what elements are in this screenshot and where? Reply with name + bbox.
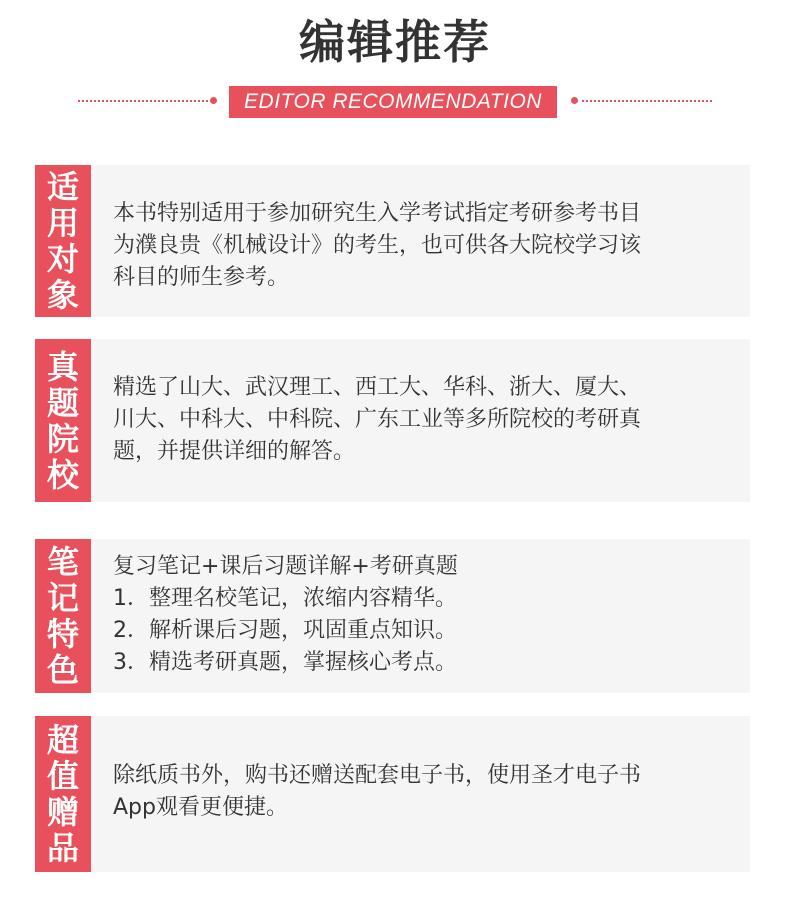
subtitle-label: EDITOR RECOMMENDATION bbox=[229, 86, 557, 118]
card-tag bbox=[35, 339, 91, 502]
card-tag bbox=[35, 165, 91, 317]
left-dotted-divider bbox=[78, 100, 208, 102]
card-tag-label: 适用对象 bbox=[46, 168, 79, 314]
card-body-text: 复习笔记+课后习题详解+考研真题 1．整理名校笔记，浓缩内容精华。 2．解析课后习题，巩固重点知识。 3．精选考研真题，掌握核心考点。 bbox=[113, 554, 458, 675]
card-tag bbox=[35, 716, 91, 872]
card-tag-label: 笔记特色 bbox=[46, 543, 79, 689]
left-divider-dot bbox=[210, 97, 217, 104]
right-divider-dot bbox=[571, 97, 578, 104]
card-tag bbox=[35, 539, 91, 693]
subtitle-banner bbox=[0, 86, 790, 118]
card-body-text: 精选了山大、武汉理工、西工大、华科、浙大、厦大、 川大、中科大、中科院、广东工业等多所院校的考研真 题，并提供详细的解答。 bbox=[113, 375, 642, 464]
page-title: 编辑推荐 bbox=[299, 15, 491, 69]
card-body-text: 除纸质书外，购书还赠送配套电子书，使用圣才电子书 App观看更便捷。 bbox=[113, 763, 642, 820]
card-body-text: 本书特别适用于参加研究生入学考试指定考研参考书目 为濮良贵《机械设计》的考生，也可供各大院校学习该 科目的师生参考。 bbox=[113, 201, 642, 290]
card-bonus-gift bbox=[35, 716, 750, 872]
card-exam-schools bbox=[35, 339, 750, 502]
card-tag-label: 真题院校 bbox=[46, 347, 79, 494]
card-notes-features bbox=[35, 539, 750, 693]
card-tag-label: 超值赠品 bbox=[46, 721, 79, 867]
card-target-audience bbox=[35, 165, 750, 317]
right-dotted-divider bbox=[582, 100, 712, 102]
